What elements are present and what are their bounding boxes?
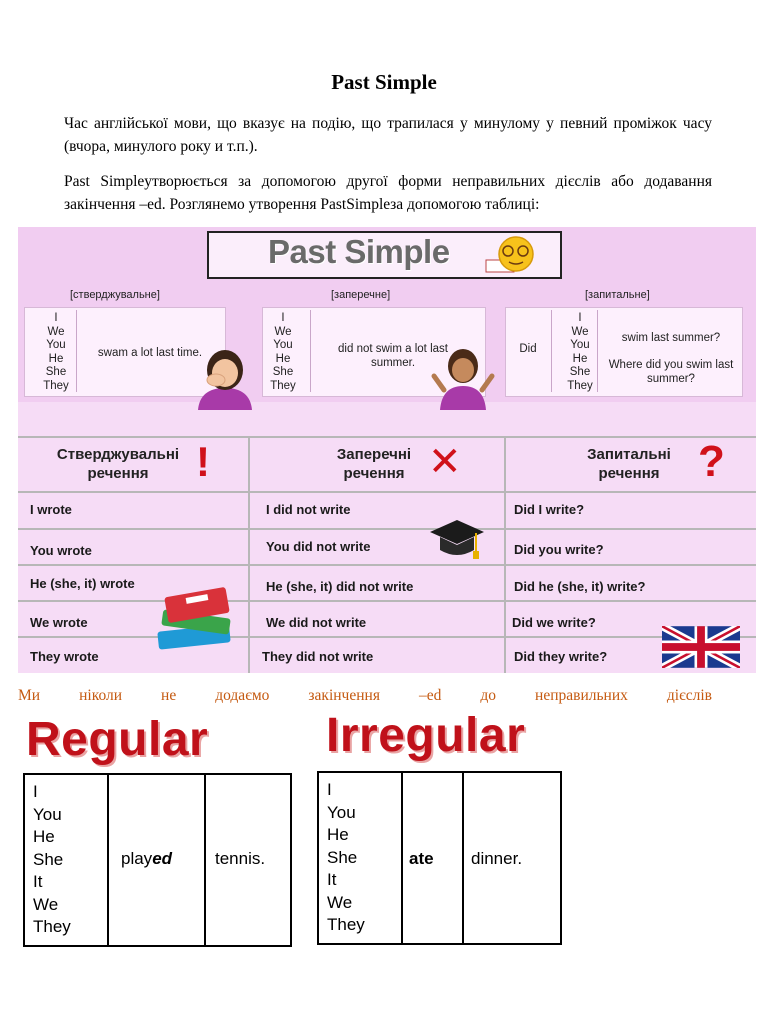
question-verb-2: Where did you swim last summer? — [608, 359, 734, 385]
note-word: додаємо — [215, 687, 270, 704]
divider — [76, 310, 77, 392]
irregular-note — [18, 687, 712, 705]
cell-q-1: Did I write? — [514, 502, 585, 517]
irregular-verb: ate — [409, 849, 434, 868]
note-word: закінчення — [308, 687, 380, 704]
verb-ending: ed — [152, 849, 173, 868]
regular-pronouns — [33, 781, 71, 939]
cell-q-5: Did they write? — [514, 649, 608, 664]
cell-q-2: Did you write? — [514, 542, 604, 557]
pronoun: I — [578, 312, 582, 324]
formation-paragraph: Past Simpleутворюється за допомогою другої форми неправильних дієслів або додавання закінчення –ed. Розглянемо утворення PastSimpleза допомогою таблиці: — [64, 173, 712, 213]
pronoun: He — [327, 825, 349, 844]
cell-neg-5: They did not write — [262, 649, 374, 664]
affirmative-verb: swam a lot last time. — [97, 347, 203, 359]
pronoun: He — [572, 352, 588, 365]
caption-question: [запитальне] — [585, 289, 650, 301]
page-title: Past Simple — [331, 70, 437, 94]
cell-aff-3: He (she, it) wrote — [30, 576, 135, 591]
cell-aff-2: You wrote — [30, 543, 92, 558]
note-word: неправильних — [535, 687, 628, 704]
pronoun: They — [567, 379, 593, 392]
pronoun: You — [570, 339, 590, 351]
pronoun: She — [569, 366, 591, 378]
question-aux: Did — [519, 343, 537, 355]
pronoun: It — [33, 872, 43, 891]
irregular-pronouns — [327, 779, 365, 937]
question-verb-1: swim last summer? — [621, 332, 721, 344]
exclamation-icon: ! — [196, 438, 210, 485]
cell-q-4: Did we write? — [512, 615, 596, 630]
divider — [597, 310, 598, 392]
thinking-face-icon — [484, 234, 544, 276]
header-negative: Заперечні речення — [336, 446, 412, 482]
note-word: не — [161, 687, 177, 704]
shrugging-person-icon — [430, 346, 496, 410]
regular-table — [23, 773, 292, 947]
uk-flag-icon — [662, 626, 740, 668]
pronoun: We — [47, 325, 65, 338]
pronoun: I — [54, 312, 58, 324]
pronoun: He — [275, 352, 291, 365]
irregular-title: Irregular — [326, 709, 526, 762]
facepalm-person-icon — [192, 346, 258, 410]
regular-title: Regular — [26, 713, 209, 766]
pronoun: It — [327, 870, 337, 889]
pronoun: She — [272, 366, 294, 378]
pronoun: He — [33, 827, 55, 846]
question-mark-icon: ? — [698, 437, 725, 486]
cell-neg-3: He (she, it) did not write — [266, 579, 414, 594]
cross-icon: ✕ — [428, 439, 462, 485]
pronoun: I — [327, 780, 332, 799]
pronoun: She — [45, 366, 67, 378]
divider — [310, 310, 311, 392]
pronoun: You — [33, 804, 62, 824]
pronoun: They — [270, 379, 296, 392]
cell-neg-4: We did not write — [266, 615, 367, 630]
intro-paragraph: Час англійської мови, що вказує на подію, що трапилася у минулому у певний проміжок часу (вчора, минулого року и т.п.). — [64, 115, 712, 155]
affirmative-pronouns — [36, 312, 76, 393]
books-icon — [152, 582, 238, 652]
regular-object: tennis. — [215, 849, 266, 868]
cell-aff-1: I wrote — [30, 502, 72, 517]
cell-q-3: Did he (she, it) write? — [514, 579, 646, 594]
header-question: Запитальні речення — [587, 446, 671, 482]
caption-affirmative: [стверджувальне] — [70, 289, 160, 301]
regular-verb — [121, 849, 172, 869]
pronoun: They — [43, 379, 69, 392]
pronoun: You — [327, 802, 356, 822]
cell-aff-5: They wrote — [30, 649, 99, 664]
pronoun: He — [48, 352, 64, 365]
pronoun: We — [274, 325, 292, 338]
pronoun: She — [327, 847, 358, 867]
pronoun: They — [327, 915, 365, 934]
pronoun: I — [281, 312, 285, 324]
pronoun: We — [33, 894, 59, 914]
cell-neg-1: I did not write — [266, 502, 351, 517]
irregular-table — [317, 771, 562, 945]
pronoun: You — [46, 339, 66, 351]
pronoun: We — [571, 325, 589, 338]
cell-aff-4: We wrote — [30, 615, 88, 630]
pronoun: We — [327, 892, 353, 912]
caption-negative: [заперечне] — [331, 289, 391, 301]
header-affirmative: Стверджувальні речення — [56, 446, 180, 482]
note-word: дієслів — [666, 687, 712, 704]
pronoun: She — [33, 849, 64, 869]
conjugation-grid — [18, 436, 756, 673]
negative-pronouns — [266, 312, 300, 393]
question-pronouns — [563, 312, 597, 393]
pronoun: They — [33, 917, 71, 936]
cell-neg-2: You did not write — [266, 539, 371, 554]
note-word: ніколи — [79, 687, 123, 704]
banner-title: Past Simple — [268, 233, 450, 270]
irregular-object: dinner. — [471, 849, 523, 868]
negative-verb: did not swim a lot last summer. — [338, 343, 448, 369]
note-word: Ми — [18, 687, 41, 704]
divider — [551, 310, 552, 392]
graduation-cap-icon — [428, 516, 486, 566]
pronoun: I — [33, 782, 38, 801]
note-word: –ed — [418, 687, 442, 704]
verb-stem: play — [121, 849, 153, 868]
note-word: до — [480, 687, 497, 704]
pronoun: You — [273, 339, 293, 351]
